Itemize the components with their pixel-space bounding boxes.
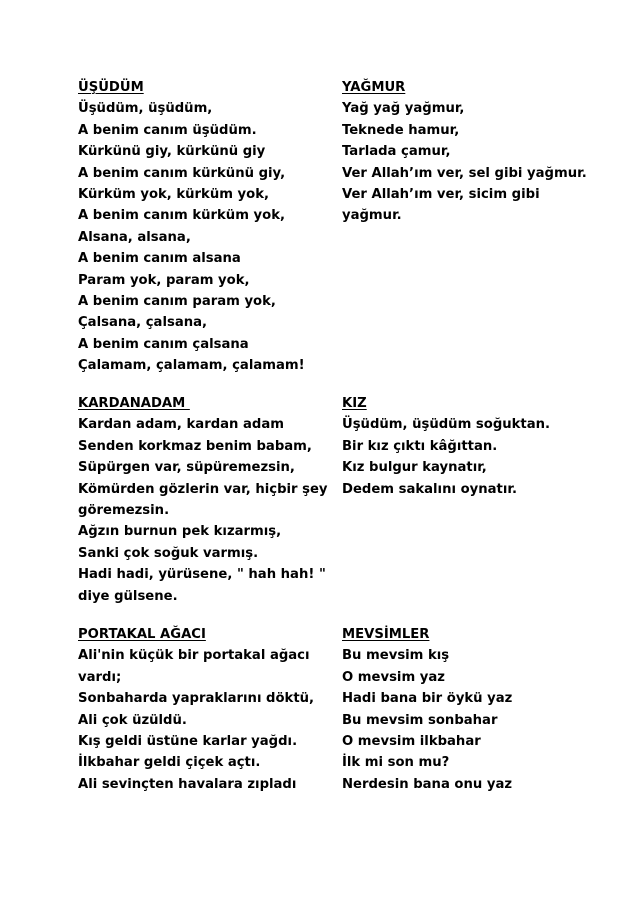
poem-line: Kürküm yok, kürküm yok, <box>78 187 269 203</box>
poem-line: Tarlada çamur, <box>342 144 451 160</box>
poem-title: PORTAKAL AĞACI <box>78 627 206 642</box>
poem-line: İlk mi son mu? <box>342 755 450 771</box>
poem-yagmur <box>342 77 587 227</box>
poem-line: Ver Allah’ım ver, sel gibi yağmur. <box>342 165 587 181</box>
poem-line: O mevsim ilkbahar <box>342 734 481 750</box>
poem-line: Bu mevsim sonbahar <box>342 712 498 728</box>
poem-line: Ali'nin küçük bir portakal ağacı <box>78 648 310 664</box>
poem-line: Çalsana, çalsana, <box>78 315 208 331</box>
poem-line: A benim canım param yok, <box>78 294 276 310</box>
poem-line: A benim canım kürkünü giy, <box>78 165 286 181</box>
poem-line: Bir kız çıktı kâğıttan. <box>342 438 498 454</box>
poem-line: Param yok, param yok, <box>78 272 250 288</box>
poem-line: Sanki çok soğuk varmış. <box>78 545 259 561</box>
poem-line: Yağ yağ yağmur, <box>342 101 465 117</box>
poem-line: Teknede hamur, <box>342 122 460 138</box>
poem-line: Ağzın burnun pek kızarmış, <box>78 524 282 540</box>
poem-kardanadam <box>78 393 328 607</box>
poem-line: İlkbahar geldi çiçek açtı. <box>78 755 261 771</box>
poem-line: Sonbaharda yapraklarını döktü, <box>78 691 315 707</box>
poem-line: O mevsim yaz <box>342 669 445 685</box>
poem-line: Ver Allah’ım ver, sicim gibi <box>342 187 540 203</box>
poem-line: Kömürden gözlerin var, hiçbir şey <box>78 481 328 497</box>
poem-line: Hadi hadi, yürüsene, " hah hah! " <box>78 567 326 583</box>
poem-line: Bu mevsim kış <box>342 648 450 664</box>
poem-line: Alsana, alsana, <box>78 229 191 245</box>
poem-line: A benim canım alsana <box>78 251 241 267</box>
poem-line: A benim canım kürküm yok, <box>78 208 285 224</box>
poem-title: MEVSİMLER <box>342 627 430 642</box>
poem-line: yağmur. <box>342 208 402 224</box>
poem-usudum <box>78 77 305 377</box>
poem-line: Nerdesin bana onu yaz <box>342 776 513 792</box>
poem-title: KIZ <box>342 396 367 411</box>
poem-title: KARDANADAM <box>78 396 190 411</box>
poem-line: A benim canım çalsana <box>78 336 249 352</box>
poem-line: Kış geldi üstüne karlar yağdı. <box>78 734 298 750</box>
poem-mevsimler <box>342 624 512 795</box>
poem-title: YAĞMUR <box>342 80 406 95</box>
poem-line: diye gülsene. <box>78 588 178 604</box>
poem-portakal-agaci <box>78 624 314 795</box>
poem-line: Senden korkmaz benim babam, <box>78 438 312 454</box>
poem-kiz <box>342 393 550 500</box>
poem-line: Hadi bana bir öykü yaz <box>342 691 513 707</box>
poem-line: Kardan adam, kardan adam <box>78 417 284 433</box>
poem-line: Ali çok üzüldü. <box>78 712 187 728</box>
poem-line: vardı; <box>78 669 122 685</box>
poem-line: Çalamam, çalamam, çalamam! <box>78 358 305 374</box>
poem-line: Ali sevinçten havalara zıpladı <box>78 776 297 792</box>
poem-title: ÜŞÜDÜM <box>78 80 144 95</box>
poem-line: Süpürgen var, süpüremezsin, <box>78 460 295 476</box>
poem-line: Kız bulgur kaynatır, <box>342 460 487 476</box>
poem-line: Üşüdüm, üşüdüm, <box>78 101 213 117</box>
poem-line: A benim canım üşüdüm. <box>78 122 257 138</box>
poem-line: göremezsin. <box>78 503 170 519</box>
poem-line: Dedem sakalını oynatır. <box>342 481 517 497</box>
poem-line: Kürkünü giy, kürkünü giy <box>78 144 266 160</box>
poem-line: Üşüdüm, üşüdüm soğuktan. <box>342 417 551 433</box>
